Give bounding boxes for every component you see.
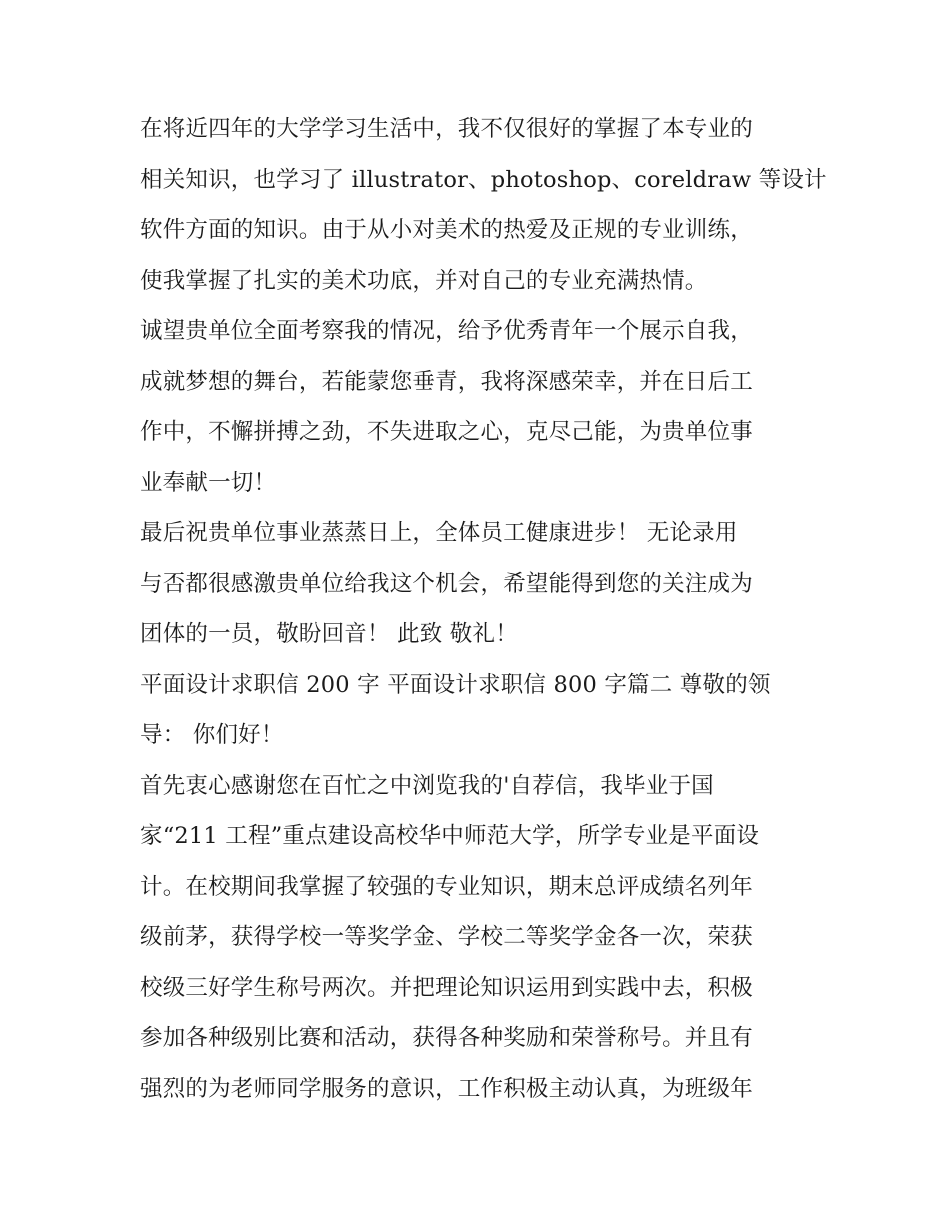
text-line: 参加各种级别比赛和活动，获得各种奖励和荣誉称号。并且有	[140, 1025, 753, 1051]
text-line: 导： 你们好！	[140, 722, 284, 748]
text-line: 作中，不懈拼搏之劲，不失进取之心，克尽己能，为贵单位事	[140, 419, 753, 445]
text-line: 业奉献一切！	[140, 469, 277, 496]
text-line: 平面设计求职信 200 字 平面设计求职信 800 字篇二 尊敬的领	[140, 671, 771, 698]
text-line: 家“211 工程”重点建设高校华中师范大学，所学专业是平面设	[140, 823, 760, 849]
text-line: 软件方面的知识。由于从小对美术的热爱及正规的专业训练，	[140, 217, 753, 243]
text-line: 级前茅，获得学校一等奖学金、学校二等奖学金各一次，荣获	[140, 924, 753, 950]
text-line: 团体的一员，敬盼回音！ 此致 敬礼！	[140, 621, 518, 647]
text-line: 诚望贵单位全面考察我的情况，给予优秀青年一个展示自我，	[140, 318, 753, 344]
text-line: 在将近四年的大学学习生活中，我不仅很好的掌握了本专业的	[140, 116, 753, 142]
text-line: 计。在校期间我掌握了较强的专业知识，期末总评成绩名列年	[140, 873, 753, 900]
text-line: 相关知识，也学习了 illustrator、photoshop、coreldraw 等设计	[140, 166, 827, 193]
text-line: 首先衷心感谢您在百忙之中浏览我的'自荐信，我毕业于国	[140, 772, 714, 799]
document-body	[140, 104, 827, 1114]
text-line: 校级三好学生称号两次。并把理论知识运用到实践中去，积极	[140, 974, 753, 1001]
text-line: 与否都很感激贵单位给我这个机会，希望能得到您的关注成为	[140, 570, 753, 597]
text-line: 成就梦想的舞台，若能蒙您垂青，我将深感荣幸，并在日后工	[140, 368, 753, 395]
text-line: 使我掌握了扎实的美术功底，并对自己的专业充满热情。	[140, 267, 708, 294]
text-line: 强烈的为老师同学服务的意识，工作积极主动认真，为班级年	[140, 1075, 753, 1102]
text-line: 最后祝贵单位事业蒸蒸日上，全体员工健康进步！ 无论录用	[140, 520, 738, 546]
